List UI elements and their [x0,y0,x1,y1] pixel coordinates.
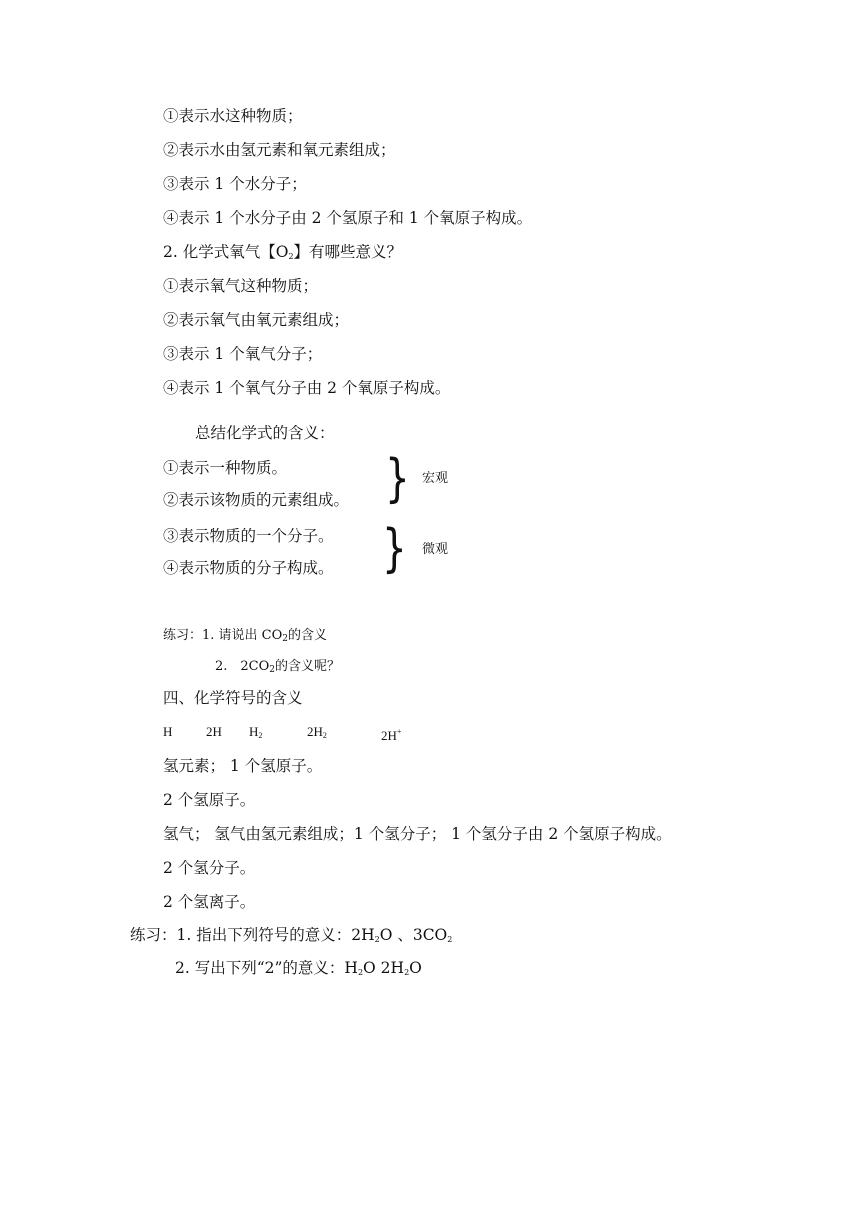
oxygen-meaning-2: ②表示氧气由氧元素组成； [163,311,350,329]
question-2-subscript: 2 [288,252,294,261]
macro-brace: } [385,449,410,509]
practice-1-q2-subscript: 2 [269,665,276,675]
practice-2-q1-subscript-1: 2 [374,935,380,944]
meaning-h2: 氢气； 氢气由氢元素组成；1 个氢分子； 1 个氢分子由 2 个氢原子构成。 [163,825,672,843]
practice-2-q2-end: O [409,959,422,977]
water-meaning-1: ①表示水这种物质； [163,107,303,125]
meaning-hydrogen-ion: 2 个氢离子。 [163,893,256,911]
practice-2-q1-subscript-2: 2 [447,935,453,944]
practice-2-q2-middle: O 2H [363,959,405,977]
symbol-2h2-subscript: 2 [322,731,327,740]
meaning-2h2: 2 个氢分子。 [163,859,256,877]
practice-2-q2-prefix: 2. 写出下列“2”的意义：H [175,959,358,977]
oxygen-meaning-3: ③表示 1 个氧气分子； [163,345,323,363]
practice-2-q1-middle: O 、3CO [379,926,448,944]
practice-2-question-1 [130,925,452,950]
symbol-2h2 [307,722,327,746]
symbol-hydrogen-ion [381,722,401,746]
oxygen-meaning-1: ①表示氧气这种物质； [163,277,319,295]
meaning-2h: 2 个氢原子。 [163,791,256,809]
summary-macro-label: 宏观 [422,471,449,486]
practice-2-q2-subscript-1: 2 [357,968,364,977]
meaning-h: 氢元素； 1 个氢原子。 [163,757,323,775]
practice-1-question-2 [215,657,340,680]
symbol-h2-base: H [249,724,259,739]
summary-macro-1: ①表示一种物质。 [163,459,288,477]
symbol-h2-subscript: 2 [258,731,263,740]
water-meaning-3: ③表示 1 个水分子； [163,175,307,193]
symbol-h: H [163,724,173,739]
water-meaning-2: ②表示水由氢元素和氧元素组成； [163,141,396,159]
practice-1-q1-suffix: 的含义 [288,628,328,643]
summary-micro-1: ③表示物质的一个分子。 [163,527,334,545]
question-2-suffix: 】有哪些意义？ [293,243,403,261]
symbol-2h2-base: 2H [307,724,323,739]
practice-1-q1-subscript: 2 [282,634,289,644]
symbol-2h: 2H [206,724,222,739]
summary-macro-2: ②表示该物质的元素组成。 [163,491,350,509]
micro-brace: } [382,519,407,579]
practice-1-question-1 [163,626,327,649]
practice-1-q2-number: 2. [215,659,228,674]
practice-2-question-2 [175,958,422,983]
question-2 [163,242,402,267]
section-4-title: 四、化学符号的含义 [163,689,303,707]
symbol-h2 [249,722,262,746]
practice-1-q2-prefix: 2CO [240,659,270,674]
symbol-hydrogen-ion-base: 2H [381,728,397,743]
summary-micro-2: ④表示物质的分子构成。 [163,559,334,577]
water-meaning-4: ④表示 1 个水分子由 2 个氢原子和 1 个氧原子构成。 [163,209,533,227]
practice-1-q2-suffix: 的含义呢？ [275,659,341,674]
oxygen-meaning-4: ④表示 1 个氧气分子由 2 个氧原子构成。 [163,379,451,397]
summary-micro-label: 微观 [422,542,449,557]
practice-1-q1-prefix: 练习：1. 请说出 CO [163,628,283,643]
symbol-hydrogen-ion-charge: + [396,727,402,736]
practice-2-q2-subscript-2: 2 [404,968,410,977]
summary-title: 总结化学式的含义： [195,424,335,442]
practice-2-q1-prefix: 练习：1. 指出下列符号的意义：2H [130,926,375,944]
question-2-prefix: 2. 化学式氧气【O [163,243,289,261]
